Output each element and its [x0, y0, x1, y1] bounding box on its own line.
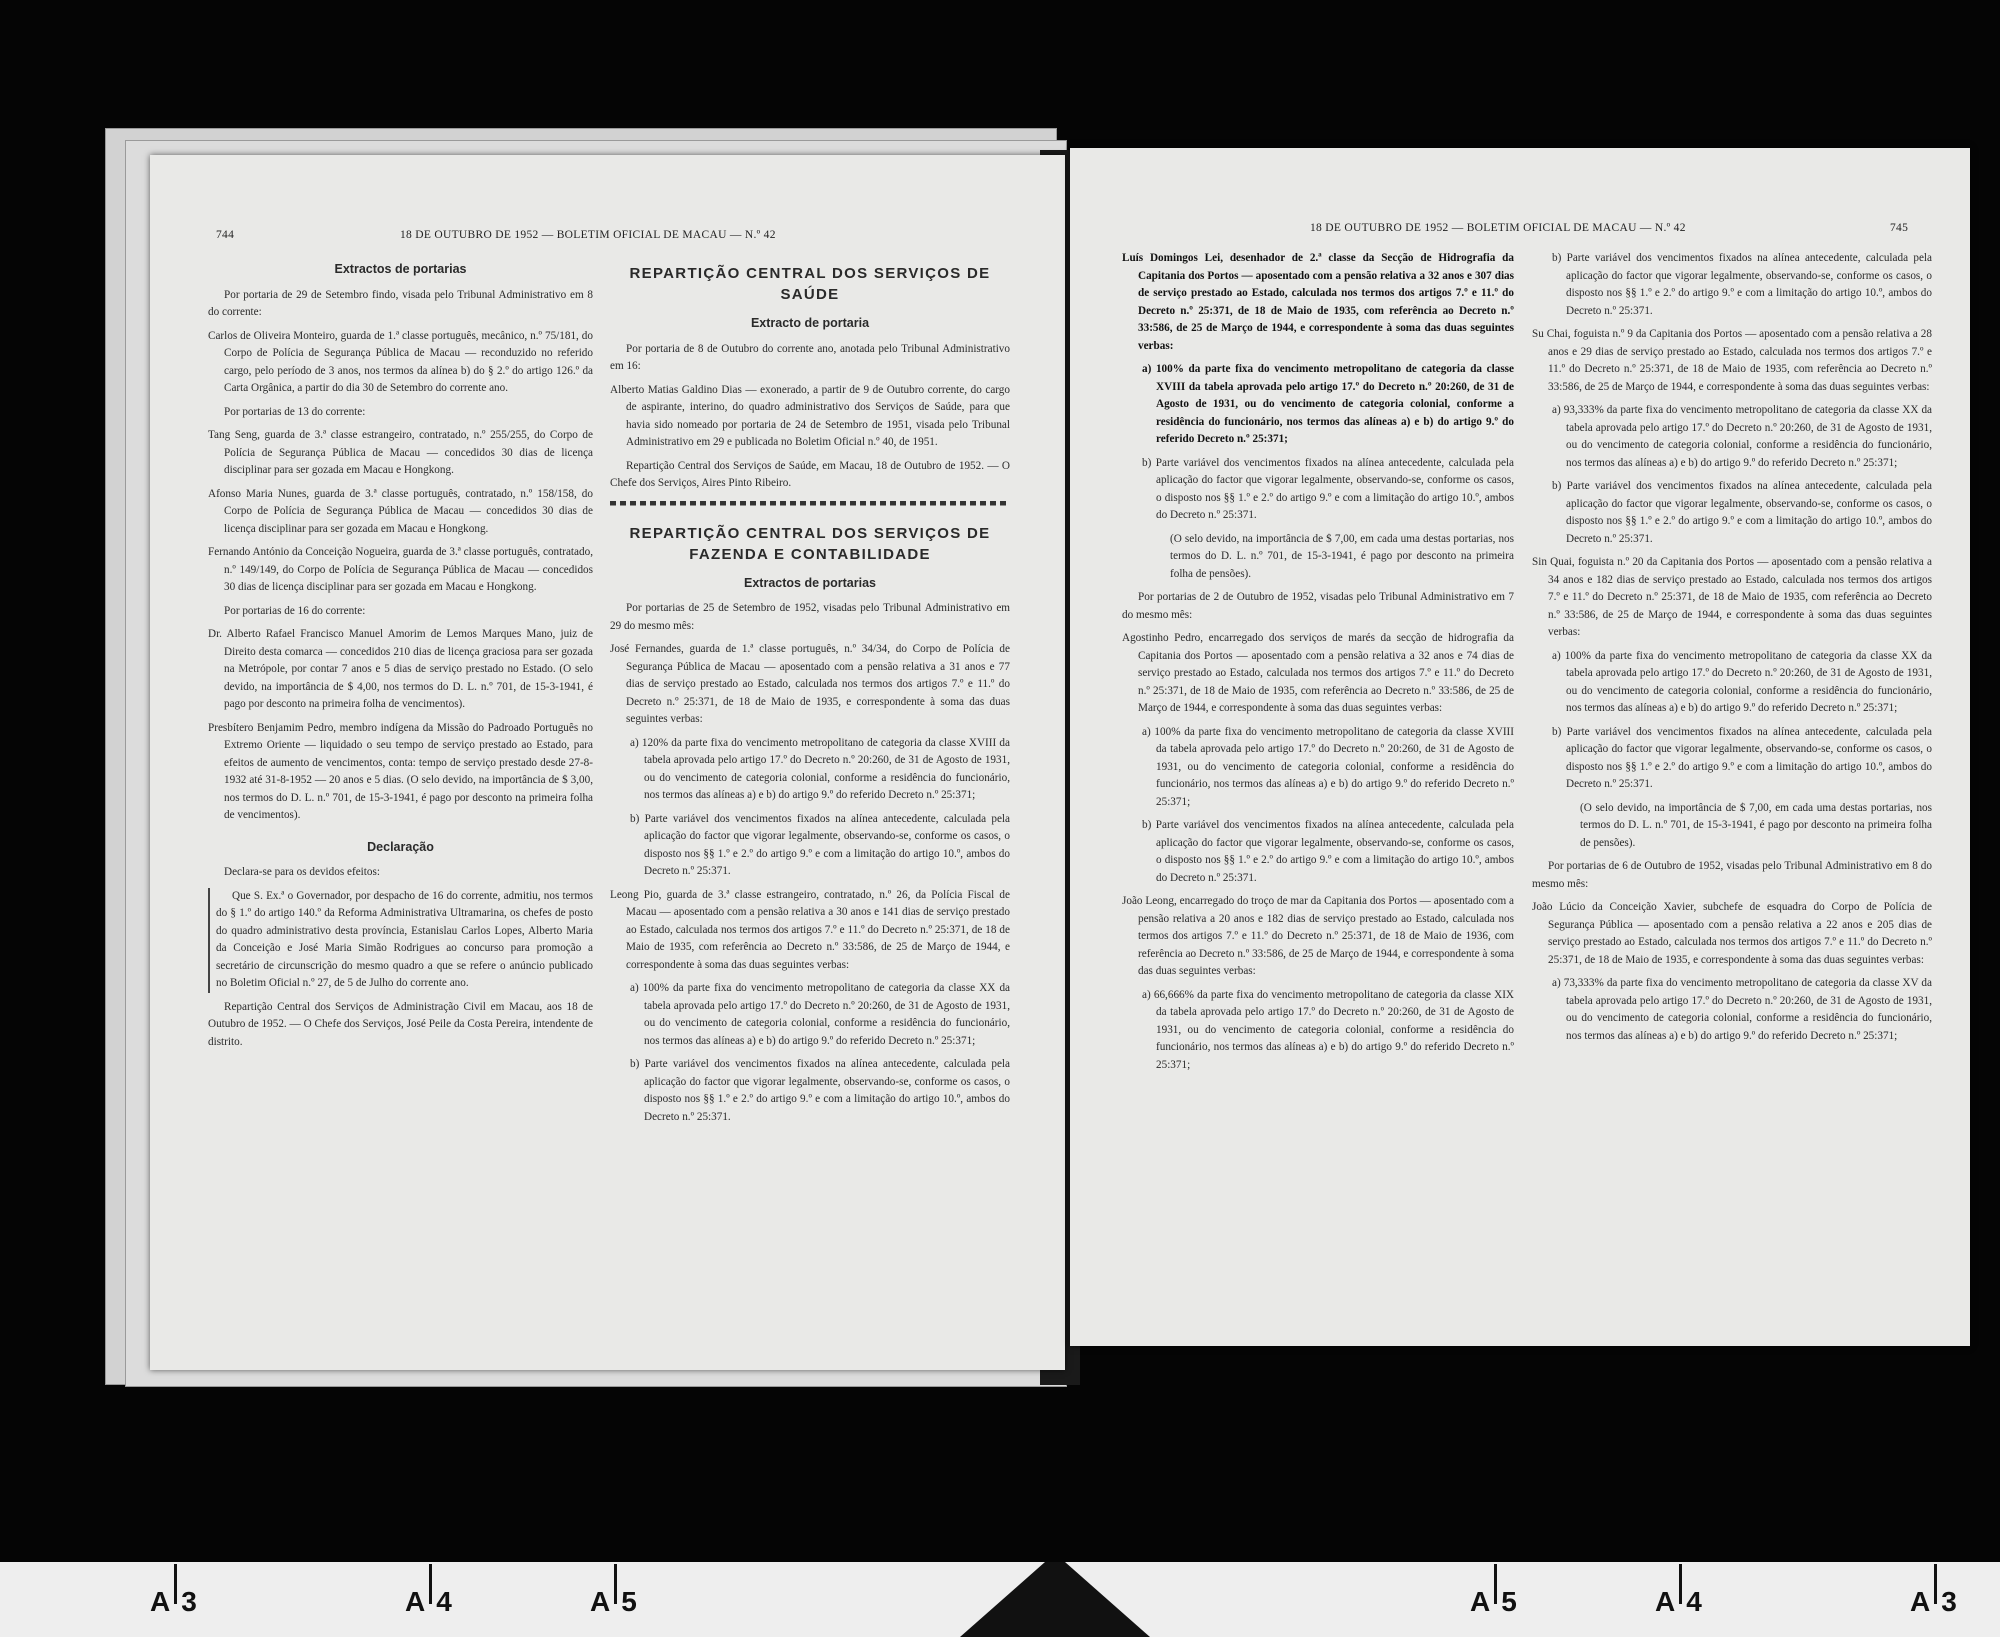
paragraph: Su Chai, foguista n.º 9 da Capitania dos Portos — aposentado com a pensão relativa a 28 anos e 29 dias de serviço prestado ao Estado, calculada nos termos dos artigos 7.º e 11.º do Decreto n.º 25:371, de 18 de Maio de 1935, com referência ao Decreto n.º 33:586, de 25 de Março de 1944, e correspondente à soma das duas seguintes verbas:: [1532, 328, 1932, 393]
paragraph: Repartição Central dos Serviços de Administração Civil em Macau, aos 18 de Outubro de 1952. — O Chefe dos Serviços, José Peile da Costa Pereira, intendente de distrito.: [208, 1000, 593, 1048]
film-marker-number: 4: [1686, 1586, 1702, 1617]
right-page: [1070, 148, 1970, 1346]
clause: b) Parte variável dos vencimentos fixados na alínea antecedente, calculada pela aplicação do factor que vigorar legalmente, observando-se, conforme os casos, o disposto nos §§ 1.º e 2.º do artigo 9.º e com a limitação do artigo 10.º, ambos do Decreto n.º 25:371.: [1552, 252, 1932, 317]
paragraph: Por portarias de 6 de Outubro de 1952, visadas pelo Tribunal Administrativo em 8 do mesmo mês:: [1532, 860, 1932, 890]
paragraph: Tang Seng, guarda de 3.ª classe estrangeiro, contratado, n.º 255/255, do Corpo de Polícia de Segurança Pública de Macau — concedidos 30 dias de licença disciplinar para ser gozada em Macau e Hongkong.: [208, 429, 593, 476]
paragraph: Por portarias de 13 do corrente:: [224, 405, 366, 418]
section-title: Declaração: [367, 839, 434, 854]
film-center-marker-left: [960, 1562, 1045, 1637]
clause: a) 120% da parte fixa do vencimento metropolitano de categoria da classe XVIII da tabela aprovada pelo artigo 17.º do Decreto n.º 20:260, de 31 de Agosto de 1931, ou do vencimento de categoria colonial, conforme a residência do funcionário, nos termos das alíneas a) e b) do artigo 9.º do referido Decreto n.º 25:371;: [630, 736, 1010, 801]
paragraph: Afonso Maria Nunes, guarda de 3.ª classe português, contratado, n.º 158/158, do Corpo de Polícia de Segurança Pública de Macau — concedidos 30 dias de licença disciplinar para ser gozada em Macau e Hongkong.: [208, 487, 593, 535]
paragraph: Alberto Matias Galdino Dias — exonerado, a partir de 9 de Outubro corrente, do cargo de aspirante, interino, do quadro administrativo dos Serviços de Saúde, para que havia sido nomeado por portaria de 24 de Setembro de 1951, visada pelo Tribunal Administrativo em 29 e publicada no Boletim Oficial n.º 40, de 1951.: [610, 383, 1010, 448]
paragraph: José Fernandes, guarda de 1.ª classe português, n.º 34/34, do Corpo de Polícia de Segurança Pública de Macau — aposentado com a pensão relativa a 31 anos e 77 dias de serviço prestado ao Estado, calculada nos termos dos artigos 7.º e 11.º do Decreto n.º 25:371, de 18 de Maio de 1935, e correspondente à soma das duas seguintes verbas:: [610, 643, 1010, 725]
film-marker-letter: A: [590, 1586, 611, 1617]
film-marker: [590, 1578, 637, 1618]
stamp-note: (O selo devido, na importância de $ 7,00, em cada uma destas portarias, nos termos do D. L. n.º 701, de 15-3-1941, é pago por desconto na primeira folha de pensões).: [1170, 532, 1514, 580]
clause: a) 66,666% da parte fixa do vencimento metropolitano de categoria da classe XIX da tabela aprovada pelo artigo 17.º do Decreto n.º 20:260, de 31 de Agosto de 1931, ou do vencimento de categoria colonial, conforme a residência do funcionário, nos termos das alíneas a) e b) do artigo 9.º do referido Decreto n.º 25:371;: [1142, 988, 1514, 1071]
film-marker-letter: A: [150, 1586, 171, 1617]
paragraph: João Lúcio da Conceição Xavier, subchefe de esquadra do Corpo de Polícia de Segurança Pública — aposentado com a pensão relativa a 22 anos e 205 dias de serviço prestado ao Estado, calculada nos termos dos artigos 7.º e 11.º do Decreto n.º 25:371, de 18 de Maio de 1935, e correspondente à soma das duas seguintes verbas:: [1532, 901, 1932, 966]
clause: a) 100% da parte fixa do vencimento metropolitano de categoria da classe XVIII da tabela aprovada pelo artigo 17.º do Decreto n.º 20:260, de 31 de Agosto de 1931, ou do vencimento de categoria colonial, conforme a residência do funcionário, nos termos das alíneas a) e b) do artigo 9.º do referido Decreto n.º 25:371;: [1142, 363, 1514, 445]
left-page-number: 744: [216, 229, 235, 241]
clause: b) Parte variável dos vencimentos fixados na alínea antecedente, calculada pela aplicação do factor que vigorar legalmente, observando-se, conforme os casos, o disposto nos §§ 1.º e 2.º do artigo 9.º e com a limitação do artigo 10.º, ambos do Decreto n.º 25:371.: [1552, 480, 1932, 545]
paragraph: Carlos de Oliveira Monteiro, guarda de 1.ª classe português, mecânico, n.º 75/181, do Corpo de Polícia de Segurança Pública de Macau — reconduzido no referido cargo, pelo período de 3 anos, nos termos da alínea b) do § 2.º do artigo 126.º da Carta Orgânica, a partir do dia 30 de Setembro do corrente ano.: [208, 329, 593, 394]
paragraph: Agostinho Pedro, encarregado dos serviços de marés da secção de hidrografia da Capitania dos Portos — aposentado com a pensão relativa a 32 anos e 74 dias de serviço prestado ao Estado, calculada nos termos dos artigos 7.º e 11.º do Decreto n.º 25:371, de 18 de Maio de 1935, com referência ao Decreto n.º 33:586, de 25 de Março de 1944, e correspondente à soma das duas seguintes verbas:: [1122, 632, 1514, 714]
section-title: Extractos de portarias: [744, 575, 876, 590]
film-marker-bar: [1934, 1564, 1937, 1604]
clause: b) Parte variável dos vencimentos fixados na alínea antecedente, calculada pela aplicação do factor que vigorar legalmente, observando-se, conforme os casos, o disposto nos §§ 1.º e 2.º do artigo 9.º e com a limitação do artigo 10.º, ambos do Decreto n.º 25:371.: [630, 812, 1010, 877]
department-heading: REPARTIÇÃO CENTRAL DOS SERVIÇOS DE FAZENDA E CONTABILIDADE: [629, 524, 991, 563]
right-running-header: 18 DE OUTUBRO DE 1952 — BOLETIM OFICIAL DE MACAU — N.º 42: [1310, 222, 1686, 234]
paragraph: Por portarias de 16 do corrente:: [224, 604, 366, 617]
film-marker: [405, 1578, 452, 1618]
section-title: Extractos de portarias: [334, 262, 467, 276]
clause: b) Parte variável dos vencimentos fixados na alínea antecedente, calculada pela aplicação do factor que vigorar legalmente, observando-se, conforme os casos, o disposto nos §§ 1.º e 2.º do artigo 9.º e com a limitação do artigo 10.º, ambos do Decreto n.º 25:371.: [1552, 725, 1932, 790]
paragraph: Presbítero Benjamim Pedro, membro indígena da Missão do Padroado Português no Extremo Oriente — liquidado o seu tempo de serviço prestado ao Estado, para efeitos de aumento de vencimentos, conta: tempo de serviço prestado desde 27-8-1932 até 31-8-1952 — 20 anos e 5 dias. (O selo devido, na importância de $ 3,00, nos termos do D. L. n.º 701, de 15-3-1941, é pago por desconto na primeira folha de vencimentos).: [208, 721, 593, 821]
clause: b) Parte variável dos vencimentos fixados na alínea antecedente, calculada pela aplicação do factor que vigorar legalmente, observando-se, conforme os casos, o disposto nos §§ 1.º e 2.º do artigo 9.º e com a limitação do artigo 10.º, ambos do Decreto n.º 25:371.: [1142, 819, 1514, 884]
clause: a) 100% da parte fixa do vencimento metropolitano de categoria da classe XX da tabela aprovada pelo artigo 17.º do Decreto n.º 20:260, de 31 de Agosto de 1931, ou do vencimento de categoria colonial, conforme a residência do funcionário, nos termos das alíneas a) e b) do artigo 9.º do referido Decreto n.º 25:371;: [630, 982, 1010, 1047]
film-marker-letter: A: [1910, 1586, 1931, 1617]
right-column-1: [1122, 250, 1514, 1080]
paragraph: Leong Pio, guarda de 3.ª classe estrangeiro, contratado, n.º 26, da Polícia Fiscal de Macau — aposentado com a pensão relativa a 30 anos e 141 dias de serviço prestado ao Estado, calculada nos termos dos artigos 7.º e 11.º do Decreto n.º 25:371, de 18 de Maio de 1935, com referência ao Decreto n.º 33:586, de 25 de Março de 1944, e correspondente à soma das duas seguintes verbas:: [610, 888, 1010, 971]
film-marker: [150, 1578, 197, 1618]
paragraph: Dr. Alberto Rafael Francisco Manuel Amorim de Lemos Marques Mano, juiz de Direito desta comarca — concedidos 210 dias de licença graciosa para ser gozada na Metrópole, por contar 7 anos e 5 dias de serviço prestado no Estado. (O selo devido, na importância de $ 4,00, nos termos do D. L. n.º 701, de 15-3-1941, é pago por desconto na primeira folha de vencimentos).: [208, 628, 593, 710]
clause: a) 100% da parte fixa do vencimento metropolitano de categoria da classe XVIII da tabela aprovada pelo artigo 17.º do Decreto n.º 20:260, de 31 de Agosto de 1931, ou do vencimento de categoria colonial, conforme a residência do funcionário, nos termos das alíneas a) e b) do artigo 9.º do referido Decreto n.º 25:371;: [1142, 725, 1514, 808]
section-title: Extracto de portaria: [750, 316, 870, 330]
film-center-marker-right: [1065, 1562, 1150, 1637]
paragraph: João Leong, encarregado do troço de mar da Capitania dos Portos — aposentado com a pensão relativa a 20 anos e 182 dias de serviço prestado ao Estado, calculada nos termos dos artigos 7.º e 11.º do Decreto n.º 25:371, de 18 de Maio de 1936, com referência ao Decreto n.º 33:586, de 25 de Março de 1944, e correspondente à soma das duas seguintes verbas:: [1122, 895, 1514, 977]
film-marker-number: 3: [181, 1586, 197, 1617]
paragraph: Sin Quai, foguista n.º 20 da Capitania dos Portos — aposentado com a pensão relativa a 34 anos e 182 dias de serviço prestado ao Estado, calculada nos termos dos artigos 7.º e 11.º do Decreto n.º 25:371, de 18 de Maio de 1935, com referência ao Decreto n.º 33:586, de 25 de Março de 1944, e correspondente à soma das duas seguintes verbas:: [1532, 556, 1932, 638]
clause: a) 73,333% da parte fixa do vencimento metropolitano de categoria da classe XV da tabela aprovada pelo artigo 17.º do Decreto n.º 20:260, de 31 de Agosto de 1931, ou do vencimento de categoria colonial, conforme a residência do funcionário, nos termos das alíneas a) e b) do artigo 9.º do referido Decreto n.º 25:371;: [1552, 977, 1932, 1042]
stamp-note: (O selo devido, na importância de $ 7,00, em cada uma destas portarias, nos termos do D. L. n.º 701, de 15-3-1941, é pago por desconto na primeira folha de pensões).: [1580, 801, 1932, 849]
paragraph: Por portaria de 29 de Setembro findo, visada pelo Tribunal Administrativo em 8 do corrente:: [208, 288, 593, 318]
left-column-1: [208, 257, 593, 1057]
film-marker-number: 3: [1941, 1586, 1957, 1617]
paragraph: Por portarias de 2 de Outubro de 1952, visadas pelo Tribunal Administrativo em 7 do mesmo mês:: [1122, 591, 1514, 621]
paragraph: Que S. Ex.ª o Governador, por despacho de 16 do corrente, admitiu, nos termos do § 1.º do artigo 140.º da Reforma Administrativa Ultramarina, os chefes de posto do quadro administrativo desta província, Estanislau Carlos Lopes, Alberto Maria da Conceição e José Maria Simão Rodrigues ao concurso para promoção a secretário de circunscrição do mesmo quadro a que se refere o anúncio publicado no Boletim Oficial n.º 27, de 5 de Julho do corrente ano.: [208, 888, 593, 993]
department-heading: REPARTIÇÃO CENTRAL DOS SERVIÇOS DE SAÚDE: [629, 265, 991, 303]
left-column-2: [610, 257, 1010, 1132]
left-running-header: 18 DE OUTUBRO DE 1952 — BOLETIM OFICIAL DE MACAU — N.º 42: [400, 229, 776, 241]
film-marker-bar: [174, 1564, 177, 1604]
left-page: [150, 155, 1065, 1370]
film-marker-letter: A: [405, 1586, 426, 1617]
ornamental-rule: [610, 501, 1010, 511]
paragraph: Por portarias de 25 de Setembro de 1952, visadas pelo Tribunal Administrativo em 29 do mesmo mês:: [610, 602, 1010, 632]
film-marker-letter: A: [1470, 1586, 1491, 1617]
film-marker-number: 4: [436, 1586, 452, 1617]
film-marker-bar: [614, 1564, 617, 1604]
film-marker-letter: A: [1655, 1586, 1676, 1617]
clause: b) Parte variável dos vencimentos fixados na alínea antecedente, calculada pela aplicação do factor que vigorar legalmente, observando-se, conforme os casos, o disposto nos §§ 1.º e 2.º do artigo 9.º e com a limitação do artigo 10.º, ambos do Decreto n.º 25:371.: [1142, 456, 1514, 521]
clause: a) 93,333% da parte fixa do vencimento metropolitano de categoria da classe XX da tabela aprovada pelo artigo 17.º do Decreto n.º 20:260, de 31 de Agosto de 1931, ou do vencimento de categoria colonial, conforme a residência do funcionário, nos termos das alíneas a) e b) do artigo 9.º do referido Decreto n.º 25:371;: [1552, 404, 1932, 469]
film-marker-bar: [1679, 1564, 1682, 1604]
film-marker-number: 5: [1501, 1586, 1517, 1617]
film-marker-number: 5: [621, 1586, 637, 1617]
film-marker: [1910, 1578, 1957, 1618]
clause: a) 100% da parte fixa do vencimento metropolitano de categoria da classe XX da tabela aprovada pelo artigo 17.º do Decreto n.º 20:260, de 31 de Agosto de 1931, ou do vencimento de categoria colonial, conforme a residência do funcionário, nos termos das alíneas a) e b) do artigo 9.º do referido Decreto n.º 25:371;: [1552, 649, 1932, 714]
film-marker-bar: [1494, 1564, 1497, 1604]
right-column-2: [1532, 250, 1932, 1051]
paragraph: Fernando António da Conceição Nogueira, guarda de 3.ª classe português, contratado, n.º 149/149, do Corpo de Polícia de Segurança Pública de Macau — concedidos 30 dias de licença disciplinar para ser gozada em Macau e Hongkong.: [208, 546, 593, 593]
film-marker: [1470, 1578, 1517, 1618]
paragraph: Luís Domingos Lei, desenhador de 2.ª classe da Secção de Hidrografia da Capitania dos Portos — aposentado com a pensão relativa a 32 anos e 307 dias de serviço prestado ao Estado, calculada nos termos dos artigos 7.º e 11.º do Decreto n.º 25:371, de 18 de Maio de 1935, com referência ao Decreto n.º 33:586, de 25 de Março de 1944, e correspondente à soma das duas seguintes verbas:: [1122, 252, 1514, 352]
film-center-bar: [1045, 1562, 1065, 1637]
paragraph: Repartição Central dos Serviços de Saúde, em Macau, 18 de Outubro de 1952. — O Chefe dos Serviços, Aires Pinto Ribeiro.: [610, 459, 1010, 489]
paragraph: Por portaria de 8 de Outubro do corrente ano, anotada pelo Tribunal Administrativo em 16:: [610, 342, 1010, 372]
clause: b) Parte variável dos vencimentos fixados na alínea antecedente, calculada pela aplicação do factor que vigorar legalmente, observando-se, conforme os casos, o disposto nos §§ 1.º e 2.º do artigo 9.º e com a limitação do artigo 10.º, ambos do Decreto n.º 25:371.: [630, 1058, 1010, 1123]
film-marker-bar: [429, 1564, 432, 1604]
paragraph: Declara-se para os devidos efeitos:: [224, 866, 380, 878]
film-marker: [1655, 1578, 1702, 1618]
right-page-number: 745: [1890, 222, 1909, 234]
